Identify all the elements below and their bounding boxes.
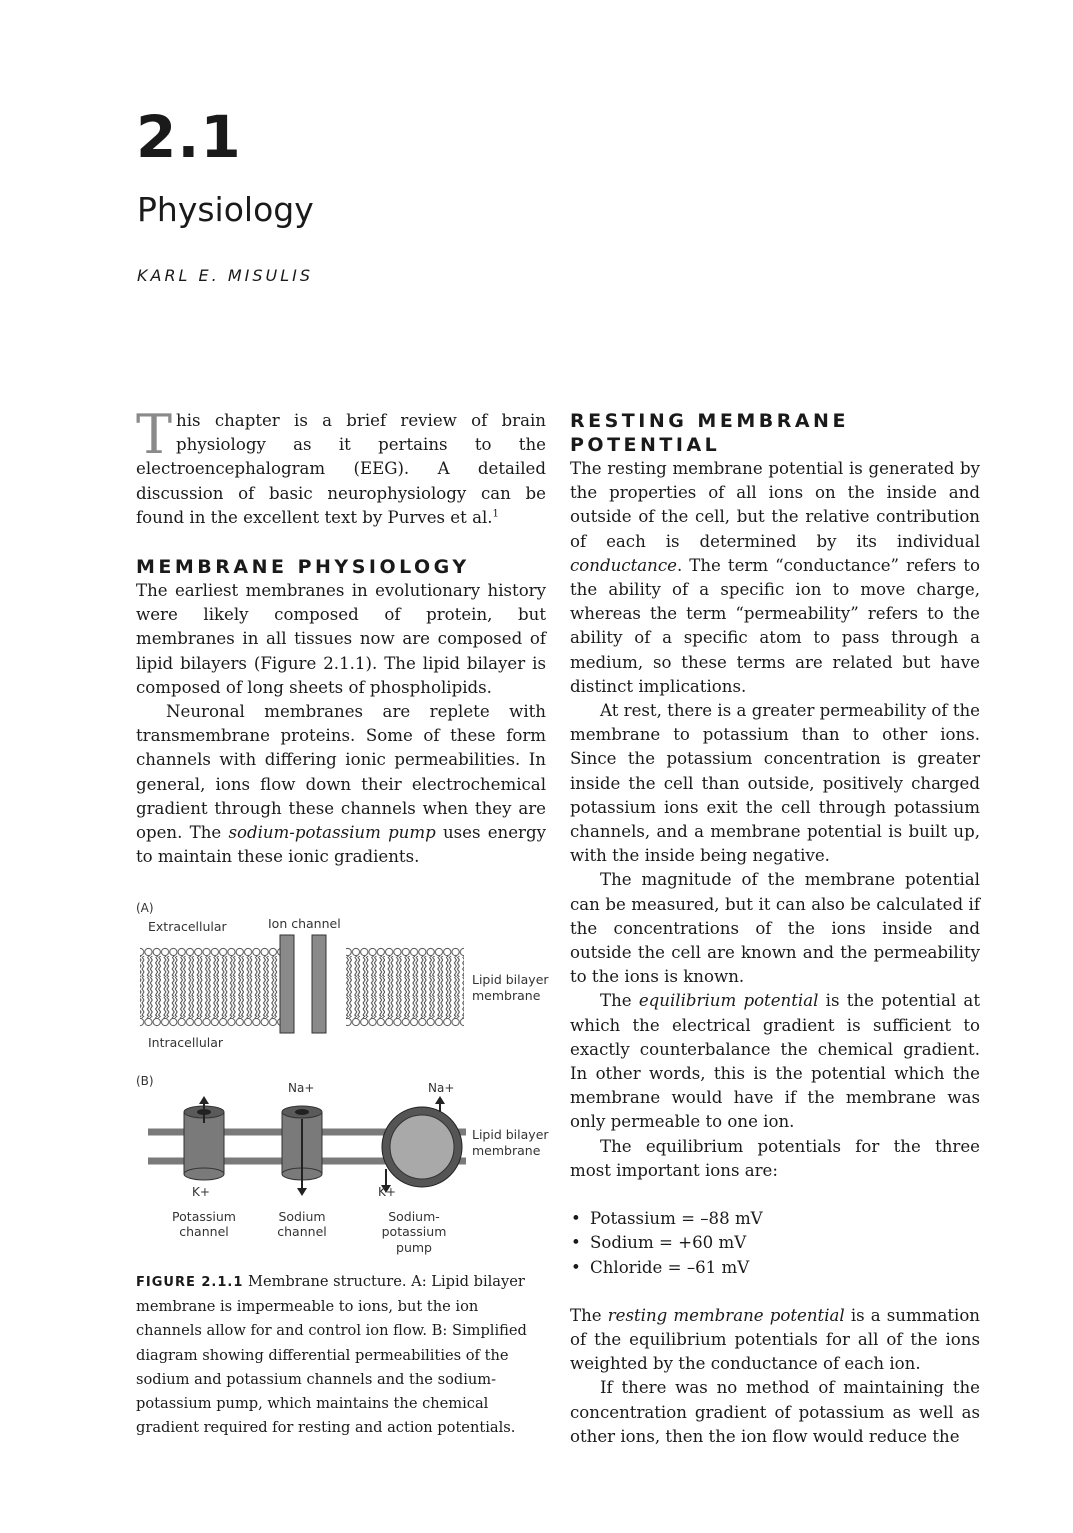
sodium-channel-graphic [282, 1106, 322, 1196]
sodium-potassium-pump-graphic [381, 1096, 462, 1193]
lipid-label-a-line2: membrane [472, 988, 541, 1003]
sodium-in-label: Na+ [288, 1081, 315, 1095]
chapter-number: 2.1 [136, 103, 242, 171]
figure-membrane-structure [134, 897, 564, 1267]
emphasis-text: equilibrium potential [638, 991, 819, 1011]
extracellular-label: Extracellular [148, 919, 227, 934]
body-paragraph: The equilibrium potentials for the three most important ions are: [570, 1136, 980, 1180]
heading-line: POTENTIAL [570, 434, 721, 456]
potassium-channel-graphic [184, 1096, 224, 1180]
body-paragraph: If there was no method of maintaining the concentration gradient of potassium as well as other ions, then the ion flow would reduce the [570, 1378, 980, 1446]
intracellular-label: Intracellular [148, 1035, 224, 1050]
left-column [136, 403, 546, 869]
caption-text: Membrane structure. A: Lipid bilayer membrane is impermeable to ions, but the ion channels allow for and control ion flow. B: Simplified diagram showing differential permeabilities of the sodium and potassium channels and the sodium-potassium pump, which maintains the chemical gradient required for resting and action potentials. [136, 1273, 527, 1437]
body-paragraph: At rest, there is a greater permeability of the membrane to potassium than to other ions. Since the potassium concentration is greater inside the cell than outside, positively charged potassium ions exit the cell through potassium channels, and a membrane potential is built up, with the inside being negative. [570, 701, 980, 866]
panel-a-tag: (A) [136, 901, 154, 915]
body-paragraph: The magnitude of the membrane potential can be measured, but it can also be calculated if the concentrations of the ions inside and outside the cell are known and the permeability to the ions is known. [570, 870, 980, 987]
sodium-channel-label-line2: channel [277, 1224, 327, 1239]
body-paragraph [136, 700, 546, 869]
potassium-pump-label: K+ [378, 1185, 396, 1199]
potassium-in-label: K+ [192, 1185, 210, 1199]
list-item: • Chloride = –61 mV [570, 1256, 980, 1280]
chapter-title: Physiology [137, 190, 314, 229]
body-paragraph [570, 457, 980, 699]
caption-label: FIGURE 2.1.1 [136, 1275, 244, 1290]
right-column [570, 409, 980, 1449]
intro-reference: 1 [492, 508, 499, 520]
body-paragraph [570, 989, 980, 1134]
emphasis-text: sodium-potassium pump [228, 823, 436, 843]
text-run: . The term “conductance” refers to the ability of a specific ion to move charge, whereas the term “permeability” refers to the ability of a specific atom to pass through a medium, so these terms are related but have distinct implications. [570, 555, 980, 696]
chapter-author: KARL E. MISULIS [137, 266, 314, 285]
heading-line: RESTING MEMBRANE [570, 410, 849, 432]
lipid-label-b-line2: membrane [472, 1143, 541, 1158]
text-run: The [570, 1305, 608, 1325]
figure-caption [136, 1270, 541, 1440]
text-run: is the potential at which the electrical gradient is sufficient to exactly counterbalance the chemical gradient. In other words, this is the potential which the membrane would have if the membrane was only permeable to one ion. [570, 991, 980, 1132]
list-item: • Sodium = +60 mV [570, 1231, 980, 1255]
membrane-diagram [134, 897, 564, 1267]
section-heading-membrane-physiology: MEMBRANE PHYSIOLOGY [136, 556, 470, 579]
intro-paragraph [136, 403, 546, 530]
lipid-label-b-line1: Lipid bilayer [472, 1127, 549, 1142]
ion-list [570, 1207, 980, 1280]
list-item: • Potassium = –88 mV [570, 1207, 980, 1231]
body-paragraph: The earliest membranes in evolutionary history were likely composed of protein, but membranes in all tissues now are composed of lipid bilayers (Figure 2.1.1). The lipid bilayer is composed of long sheets of phospholipids. [136, 581, 546, 697]
pump-label-line2: potassium [381, 1224, 447, 1239]
sodium-out-label: Na+ [428, 1081, 455, 1095]
body-paragraph [570, 1304, 980, 1377]
potassium-channel-label-line1: Potassium [172, 1209, 236, 1224]
text-run: The [600, 991, 639, 1011]
sodium-channel-label-line1: Sodium [278, 1209, 326, 1224]
text-run: is a summation of the equilibrium potentials for all of the ions weighted by the conductance of each ion. [570, 1305, 980, 1374]
text-run: Neuronal membranes are replete with transmembrane proteins. Some of these form channels with differing ionic permeabilities. In general, ions flow down their electrochemical gradient through these channels when they are open. The [136, 702, 546, 843]
drop-cap: T [136, 403, 173, 466]
ion-channel-graphic [280, 935, 346, 1033]
lipid-label-a-line1: Lipid bilayer [472, 972, 549, 987]
pump-label-line1: Sodium- [388, 1209, 440, 1224]
panel-b-tag: (B) [136, 1074, 154, 1088]
intro-text: his chapter is a brief review of brain physiology as it pertains to the electroencephalogram (EEG). A detailed discussion of basic neurophysiology can be found in the excellent text by Purves et al. [136, 411, 546, 527]
section-heading-resting-potential [570, 409, 980, 457]
pump-label-line3: pump [396, 1240, 432, 1255]
text-run: uses energy to maintain these ionic gradients. [136, 823, 546, 867]
text-run: The resting membrane potential is generated by the properties of all ions on the inside and outside of the cell, but the relative contribution of each is determined by its individual [570, 459, 980, 551]
emphasis-text: conductance [570, 555, 677, 575]
ion-channel-label: Ion channel [268, 916, 341, 931]
emphasis-text: resting membrane potential [607, 1305, 845, 1325]
potassium-channel-label-line2: channel [179, 1224, 229, 1239]
